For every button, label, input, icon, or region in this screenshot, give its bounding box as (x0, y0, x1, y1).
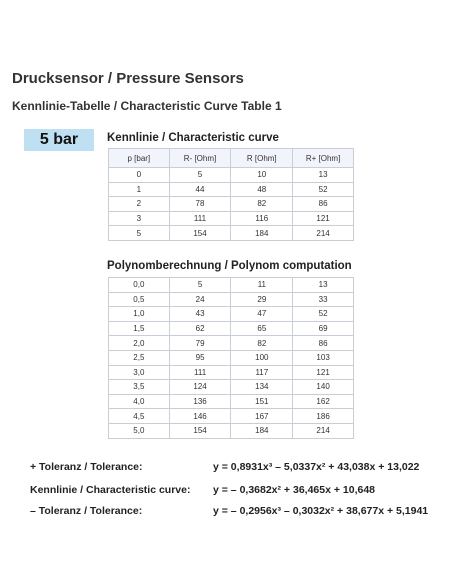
table-cell: 79 (169, 336, 231, 351)
table-cell: 136 (169, 394, 231, 409)
table-row (109, 211, 354, 226)
table-row (109, 197, 354, 212)
table-cell: 103 (293, 350, 354, 365)
page-title: Drucksensor / Pressure Sensors (12, 70, 244, 87)
table-cell: 52 (293, 307, 354, 322)
table-cell: 146 (169, 409, 231, 424)
col-header: p [bar] (109, 149, 170, 168)
polynom-computation-table (108, 277, 354, 439)
table-cell: 3 (109, 211, 170, 226)
table-cell: 44 (169, 182, 231, 197)
table-cell: 111 (169, 211, 231, 226)
curve-formula: y = – 0,3682x² + 36,465x + 10,648 (213, 484, 376, 496)
table-cell: 1,0 (109, 307, 170, 322)
table-cell: 65 (231, 321, 293, 336)
table-row (109, 394, 354, 409)
table-header-row (109, 149, 354, 168)
table-cell: 5 (109, 226, 170, 241)
table-cell: 47 (231, 307, 293, 322)
table-cell: 100 (231, 350, 293, 365)
table2-title: Polynomberechnung / Polynom computation (107, 260, 352, 272)
table-cell: 13 (293, 168, 354, 183)
characteristic-curve-table (108, 148, 354, 241)
table-cell: 134 (231, 380, 293, 395)
table-cell: 69 (293, 321, 354, 336)
table-cell: 186 (293, 409, 354, 424)
table-cell: 43 (169, 307, 231, 322)
table-row (109, 336, 354, 351)
table-row (109, 423, 354, 438)
table-row (109, 182, 354, 197)
table-cell: 124 (169, 380, 231, 395)
table-cell: 1 (109, 182, 170, 197)
table-cell: 33 (293, 292, 354, 307)
table-cell: 4,0 (109, 394, 170, 409)
table-cell: 2,0 (109, 336, 170, 351)
table-cell: 151 (231, 394, 293, 409)
table-row (109, 350, 354, 365)
table-cell: 3,5 (109, 380, 170, 395)
table-row (109, 365, 354, 380)
table-cell: 1,5 (109, 321, 170, 336)
table-row (109, 321, 354, 336)
table-cell: 214 (293, 423, 354, 438)
table-cell: 0,5 (109, 292, 170, 307)
table-cell: 121 (293, 365, 354, 380)
table-cell: 0 (109, 168, 170, 183)
table-cell: 214 (293, 226, 354, 241)
table-cell: 5 (169, 278, 231, 293)
table-row (109, 380, 354, 395)
col-header: R [Ohm] (231, 149, 293, 168)
table-cell: 11 (231, 278, 293, 293)
table-cell: 154 (169, 226, 231, 241)
table-cell: 86 (293, 336, 354, 351)
curve-label: Kennlinie / Characteristic curve: (30, 484, 191, 496)
table-cell: 184 (231, 423, 293, 438)
table-row (109, 278, 354, 293)
lower-tolerance-label: – Toleranz / Tolerance: (30, 505, 143, 517)
table-cell: 86 (293, 197, 354, 212)
table-row (109, 226, 354, 241)
table-row (109, 409, 354, 424)
table-row (109, 292, 354, 307)
table-cell: 29 (231, 292, 293, 307)
col-header: R+ [Ohm] (293, 149, 354, 168)
table-cell: 4,5 (109, 409, 170, 424)
lower-tolerance-formula: y = – 0,2956x³ – 0,3032x² + 38,677x + 5,1941 (213, 505, 429, 517)
table-cell: 2,5 (109, 350, 170, 365)
table-cell: 82 (231, 336, 293, 351)
table-cell: 62 (169, 321, 231, 336)
table-cell: 167 (231, 409, 293, 424)
table-cell: 82 (231, 197, 293, 212)
table-cell: 2 (109, 197, 170, 212)
table-cell: 140 (293, 380, 354, 395)
upper-tolerance-label: + Toleranz / Tolerance: (30, 461, 143, 473)
page-subtitle: Kennlinie-Tabelle / Characteristic Curve Table 1 (12, 99, 282, 113)
table-cell: 78 (169, 197, 231, 212)
table-cell: 117 (231, 365, 293, 380)
upper-tolerance-formula: y = 0,8931x³ – 5,0337x² + 43,038x + 13,022 (213, 461, 420, 473)
table-cell: 121 (293, 211, 354, 226)
table-row (109, 168, 354, 183)
table-cell: 116 (231, 211, 293, 226)
table-cell: 5 (169, 168, 231, 183)
table-cell: 52 (293, 182, 354, 197)
table-cell: 24 (169, 292, 231, 307)
pressure-range-badge: 5 bar (24, 129, 94, 151)
table1-title: Kennlinie / Characteristic curve (107, 132, 279, 144)
table-cell: 13 (293, 278, 354, 293)
table-cell: 48 (231, 182, 293, 197)
table-cell: 184 (231, 226, 293, 241)
table-cell: 10 (231, 168, 293, 183)
table-cell: 111 (169, 365, 231, 380)
table-cell: 154 (169, 423, 231, 438)
table-cell: 3,0 (109, 365, 170, 380)
table-cell: 0,0 (109, 278, 170, 293)
table-cell: 95 (169, 350, 231, 365)
table-cell: 162 (293, 394, 354, 409)
table-row (109, 307, 354, 322)
table-cell: 5,0 (109, 423, 170, 438)
col-header: R- [Ohm] (169, 149, 231, 168)
